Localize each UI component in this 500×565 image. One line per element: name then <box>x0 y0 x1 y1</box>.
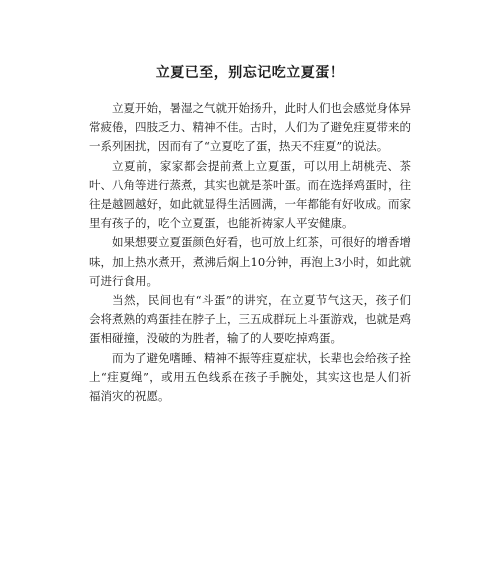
document-title: 立夏已至，别忘记吃立夏蛋！ <box>155 65 345 81</box>
document-body <box>89 99 411 406</box>
paragraph-1: 立夏开始，暑湿之气就开始扬升，此时人们也会感觉身体异常疲倦，四肢乏力、精神不佳。古时，人们为了避免疰夏带来的一系列困扰，因而有了“立夏吃了蛋，热天不疰夏”的说法。 <box>89 101 411 154</box>
paragraph-4: 当然，民间也有“斗蛋”的讲究，在立夏节气这天，孩子们会将煮熟的鸡蛋挂在脖子上，三五成群玩上斗蛋游戏，也就是鸡蛋相碰撞，没破的为胜者，输了的人要吃掉鸡蛋。 <box>89 293 411 346</box>
paragraph-5: 而为了避免嗜睡、精神不振等疰夏症状，长辈也会给孩子拴上“疰夏绳”，或用五色线系在孩子手腕处，其实这也是人们祈福消灾的祝愿。 <box>89 350 411 404</box>
paragraph-2: 立夏前，家家都会提前煮上立夏蛋，可以用上胡桃壳、茶叶、八角等进行蒸煮，其实也就是茶叶蛋。而在选择鸡蛋时，往往是越圆越好，如此就显得生活圆满，一年都能有好收成。而家里有孩子的，吃个立夏蛋，也能祈祷家人平安健康。 <box>89 158 411 231</box>
paragraph-3: 如果想要立夏蛋颜色好看，也可放上红茶，可很好的增香增味，加上热水煮开，煮沸后焖上10分钟，再泡上3小时，如此就可进行食用。 <box>89 235 411 288</box>
